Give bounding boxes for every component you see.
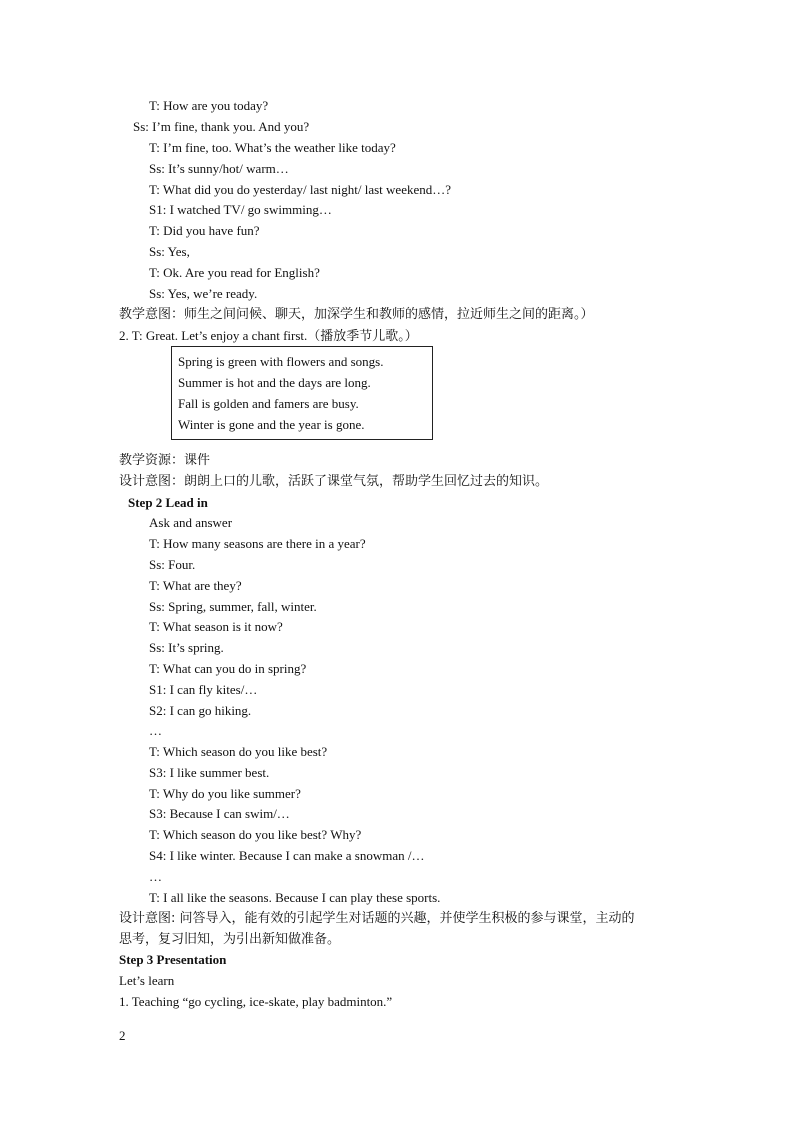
teaching-resources: 教学资源：课件 <box>119 453 211 468</box>
dialogue-line: Ss: Yes, <box>149 244 190 259</box>
teaching-intent: 教学意图：师生之间问候、聊天，加深学生和教师的感情，拉近师生之间的距离。） <box>119 307 594 322</box>
dialogue-line: T: How are you today? <box>149 98 269 113</box>
chant-line: Winter is gone and the year is gone. <box>178 417 365 432</box>
dialogue-line: S1: I watched TV/ go swimming… <box>149 202 332 217</box>
step2-line: Ss: Spring, summer, fall, winter. <box>149 599 317 614</box>
step2-line: T: How many seasons are there in a year? <box>149 536 366 551</box>
step2-line: Ask and answer <box>149 515 233 530</box>
step2-line: T: What season is it now? <box>149 619 283 634</box>
step2-line: T: What are they? <box>149 578 242 593</box>
step2-line: S4: I like winter. Because I can make a snowman /… <box>149 848 425 863</box>
step2-heading: Step 2 Lead in <box>128 495 208 510</box>
step2-line: … <box>149 723 162 738</box>
step2-line: T: What can you do in spring? <box>149 661 307 676</box>
chant-line: Spring is green with flowers and songs. <box>178 354 384 369</box>
page-number: 2 <box>119 1028 126 1043</box>
step2-line: T: Why do you like summer? <box>149 786 301 801</box>
step2-line: S3: Because I can swim/… <box>149 806 290 821</box>
chant-line: Summer is hot and the days are long. <box>178 375 371 390</box>
lets-learn-label: Let’s learn <box>119 973 175 988</box>
dialogue-line: Ss: I’m fine, thank you. And you? <box>133 119 310 134</box>
step2-line: S1: I can fly kites/… <box>149 682 258 697</box>
step3-heading: Step 3 Presentation <box>119 952 227 967</box>
chant-line: Fall is golden and famers are busy. <box>178 396 359 411</box>
chant-box <box>171 346 433 440</box>
dialogue-line: T: What did you do yesterday/ last night/ last weekend…? <box>149 182 452 197</box>
step1-item-2: 2. T: Great. Let’s enjoy a chant first.（播放季节儿歌。） <box>119 328 418 343</box>
dialogue-line: Ss: It’s sunny/hot/ warm… <box>149 161 289 176</box>
teaching-item-1: 1. Teaching “go cycling, ice-skate, play badminton.” <box>119 994 393 1009</box>
dialogue-line: Ss: Yes, we’re ready. <box>149 286 258 301</box>
dialogue-line: T: I’m fine, too. What’s the weather like today? <box>149 140 396 155</box>
step2-line: T: Which season do you like best? <box>149 744 328 759</box>
design-intent: 设计意图：朗朗上口的儿歌，活跃了课堂气氛，帮助学生回忆过去的知识。 <box>119 474 549 489</box>
step2-line: … <box>149 869 162 884</box>
design-intent: 设计意图: 问答导入，能有效的引起学生对话题的兴趣，并使学生积极的参与课堂，主动的 <box>119 911 635 926</box>
step2-line: S2: I can go hiking. <box>149 703 252 718</box>
step2-line: S3: I like summer best. <box>149 765 270 780</box>
step2-line: T: I all like the seasons. Because I can play these sports. <box>149 890 441 905</box>
step2-line: T: Which season do you like best? Why? <box>149 827 362 842</box>
design-intent-cont: 思考，复习旧知，为引出新知做准备。 <box>119 932 341 947</box>
dialogue-line: T: Ok. Are you read for English? <box>149 265 320 280</box>
step2-line: Ss: It’s spring. <box>149 640 224 655</box>
dialogue-line: T: Did you have fun? <box>149 223 260 238</box>
step2-line: Ss: Four. <box>149 557 196 572</box>
